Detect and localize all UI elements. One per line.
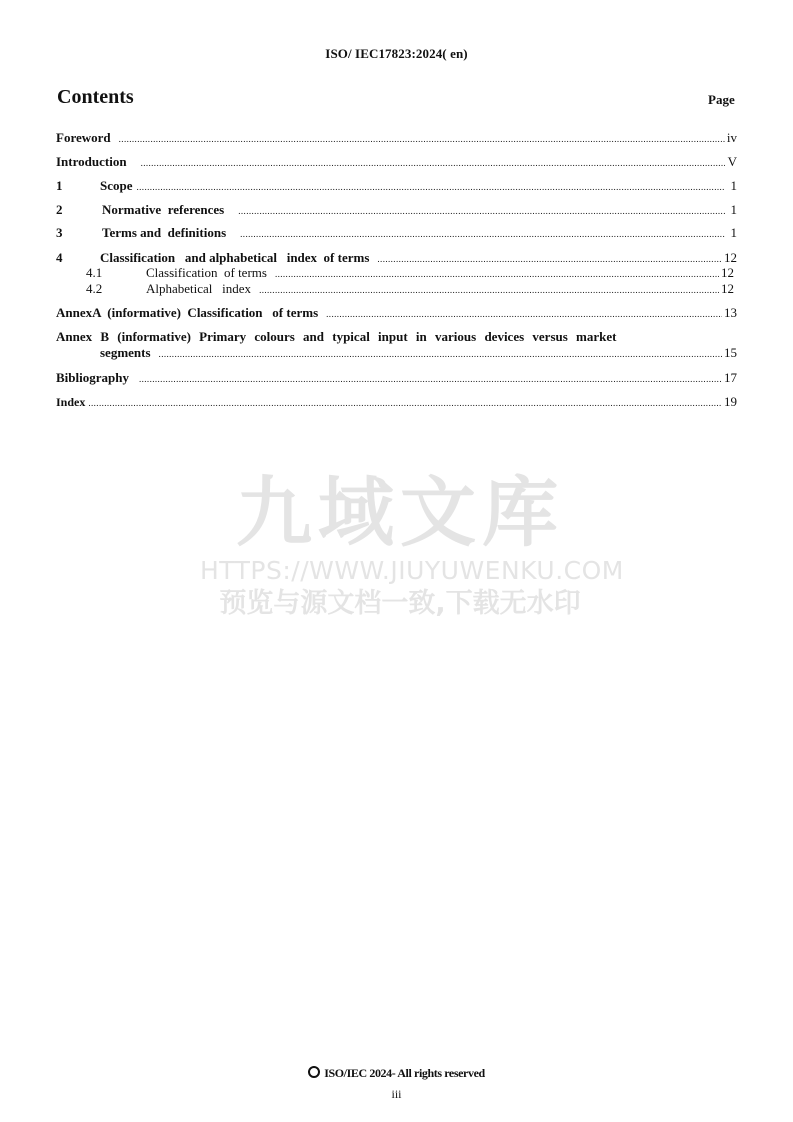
toc-entry-page: 1 (730, 202, 737, 217)
toc-entry-label: Introduction (56, 154, 127, 169)
copyright-icon (308, 1066, 320, 1078)
toc-entry-page: 19 (724, 394, 737, 409)
toc-entry-page: 12 (721, 281, 734, 296)
leader-dots (159, 346, 722, 362)
toc-entry-page: 12 (721, 265, 734, 280)
toc-entry-number: 1 (56, 178, 63, 193)
toc-entry-page: iv (726, 130, 737, 145)
watermark-tagline: 预览与源文档一致,下载无水印 (219, 588, 581, 619)
toc-entry-label: Classification of terms (146, 265, 267, 280)
toc-entry-number: 4.2 (86, 281, 103, 296)
toc-entry-page: 12 (724, 250, 737, 265)
toc-entry-label: AnnexA (informative) Classification of terms (56, 305, 319, 320)
toc-entry-introduction[interactable] (56, 154, 737, 170)
toc-entry-number: 4.1 (86, 265, 103, 280)
toc-entry-terms-and-definitions[interactable] (56, 225, 737, 241)
toc-entry-number: 4 (56, 250, 63, 265)
leader-dots (240, 226, 725, 242)
toc-entry-annex-b[interactable] (100, 345, 737, 361)
leader-dots (139, 371, 722, 387)
toc-entry-annex-a[interactable] (56, 305, 737, 321)
leader-dots (238, 203, 725, 219)
watermark (200, 468, 624, 622)
toc-entry-scope[interactable] (56, 178, 737, 194)
toc-entry-label: segments (100, 345, 151, 360)
contents-title: Contents (57, 86, 134, 108)
toc-entry-page: 1 (730, 225, 737, 240)
toc-entry-annex-b-title[interactable]: Annex B (informative) Primary colours and typical input in various devices versus market (56, 329, 617, 344)
toc-entry-page: V (727, 154, 737, 169)
toc-subentry-alphabetical-index[interactable] (86, 281, 734, 297)
toc-entry-page: 1 (730, 178, 737, 193)
page-column-label: Page (708, 92, 735, 107)
toc-entry-page: 13 (724, 305, 737, 320)
leader-dots (141, 155, 725, 171)
copyright-text: ISO/IEC 2024- All rights reserved (324, 1066, 485, 1080)
leader-dots (275, 266, 719, 282)
watermark-brand: 九域文库 (236, 468, 564, 557)
document-header: ISO/ IEC17823:2024( en) (325, 46, 468, 61)
toc-entry-label: Terms and definitions (102, 225, 227, 240)
leader-dots (88, 395, 722, 411)
toc-entry-label: Normative references (102, 202, 225, 217)
leader-dots (119, 131, 725, 147)
toc-entry-number: 3 (56, 225, 63, 240)
leader-dots (137, 179, 726, 195)
page-number: iii (391, 1087, 402, 1101)
toc-entry-label: Alphabetical index (146, 281, 252, 296)
toc-entry-label: Foreword (56, 130, 111, 145)
toc-entry-label: Scope (100, 178, 133, 193)
toc-entry-classification-and-index[interactable] (56, 250, 737, 266)
toc-entry-label: Bibliography (56, 370, 129, 385)
toc-entry-page: 15 (724, 345, 737, 360)
leader-dots (326, 306, 722, 322)
toc-subentry-classification-of-terms[interactable] (86, 265, 734, 281)
copyright-footer (0, 1066, 793, 1081)
toc-entry-label: Index (56, 395, 86, 409)
toc-entry-label: Classification and alphabetical index of terms (100, 250, 370, 265)
toc-entry-number: 2 (56, 202, 63, 217)
toc-entry-normative-references[interactable] (56, 202, 737, 218)
toc-entry-page: 17 (724, 370, 737, 385)
toc-entry-index[interactable] (56, 394, 737, 410)
toc-entry-bibliography[interactable] (56, 370, 737, 386)
leader-dots (259, 282, 719, 298)
watermark-url: HTTPS://WWW.JIUYUWENKU.COM (200, 556, 624, 585)
toc-entry-foreword[interactable] (56, 130, 737, 146)
